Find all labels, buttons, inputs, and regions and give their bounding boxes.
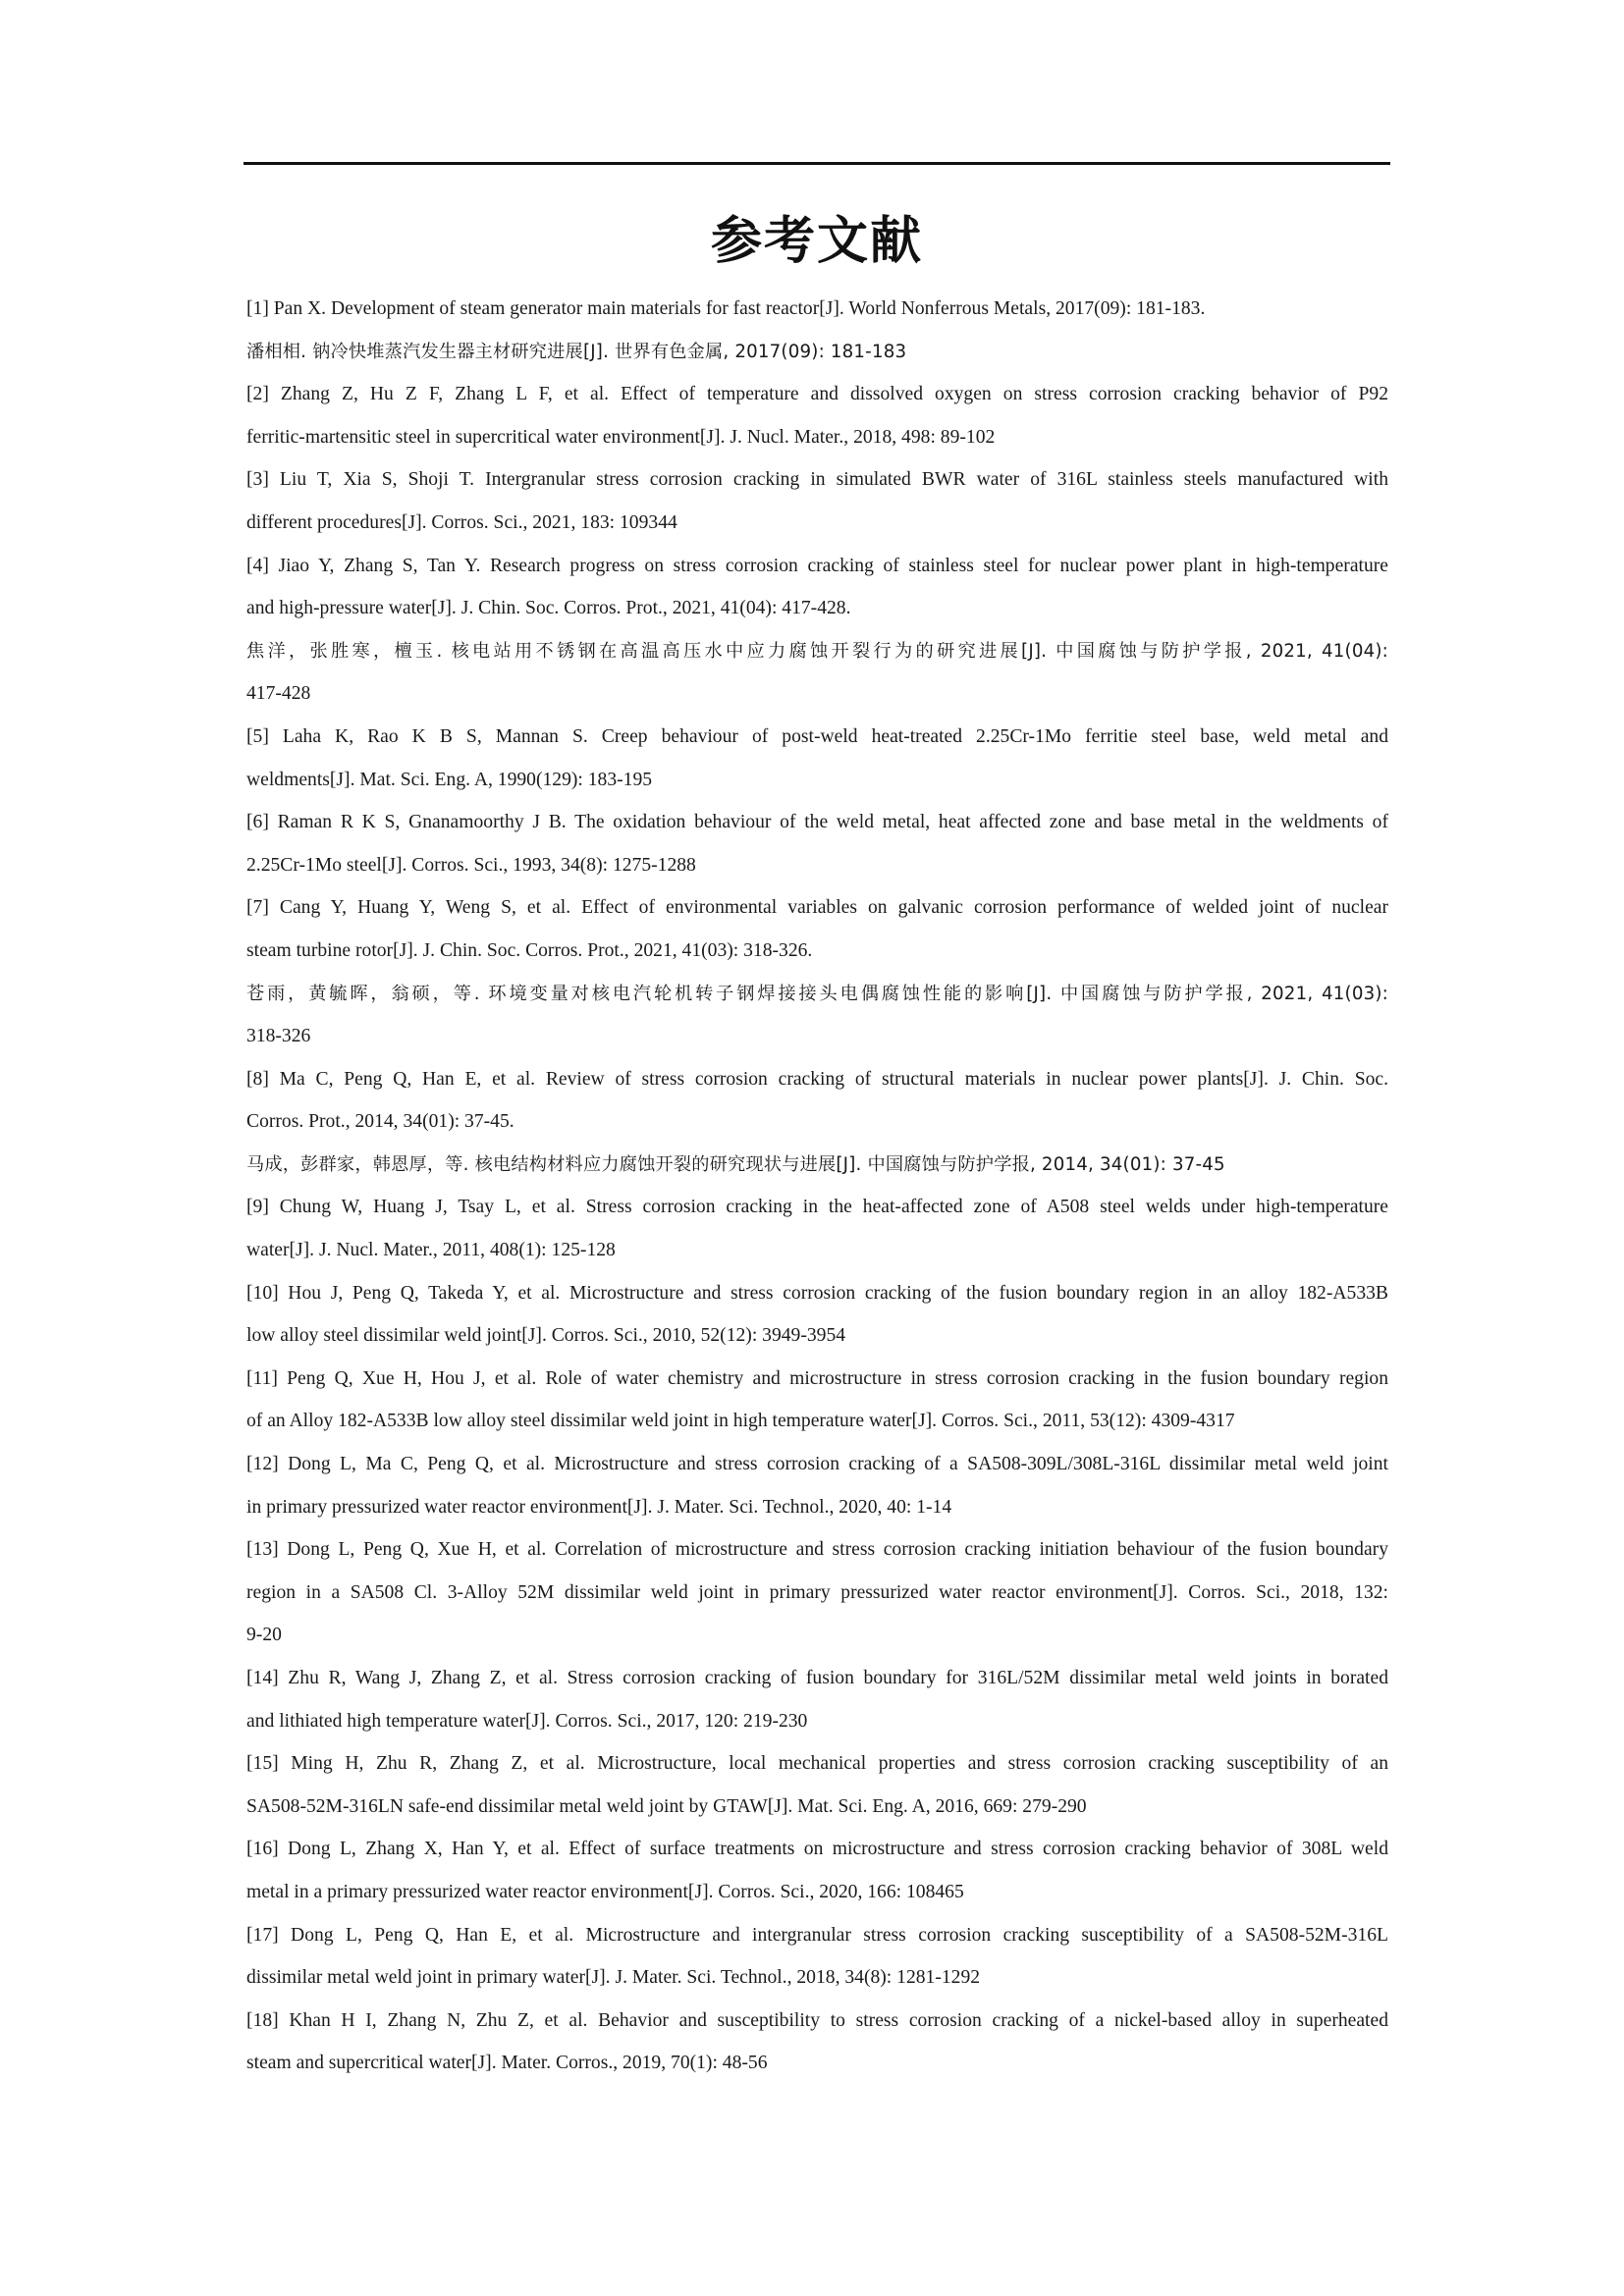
reference-line: [10] Hou J, Peng Q, Takeda Y, et al. Microstructure and stress corrosion cracking of the fusion boundary region in an alloy 182-A533B [246,1282,1388,1304]
header-rule [244,162,1390,165]
reference-line: [2] Zhang Z, Hu Z F, Zhang L F, et al. Effect of temperature and dissolved oxygen on stress corrosion cracking behavior of P92 [246,384,1388,405]
reference-line: [3] Liu T, Xia S, Shoji T. Intergranular stress corrosion cracking in simulated BWR water of 316L stainless steels manufactured with [246,469,1388,491]
reference-line: ferritic-martensitic steel in supercritical water environment[J]. J. Nucl. Mater., 2018, 498: 89-102 [246,426,996,448]
reference-line: [18] Khan H I, Zhang N, Zhu Z, et al. Behavior and susceptibility to stress corrosion cracking of a nickel-based alloy in superheated [246,2009,1388,2031]
reference-line: [11] Peng Q, Xue H, Hou J, et al. Role of water chemistry and microstructure in stress corrosion cracking in the fusion boundary region [246,1367,1388,1389]
reference-line: and lithiated high temperature water[J]. Corros. Sci., 2017, 120: 219-230 [246,1710,808,1732]
reference-line: different procedures[J]. Corros. Sci., 2021, 183: 109344 [246,511,677,533]
reference-line-chinese: 焦洋，张胜寒，檀玉. 核电站用不锈钢在高温高压水中应力腐蚀开裂行为的研究进展[J]. 中国腐蚀与防护学报, 2021, 41(04): [246,640,1388,662]
reference-line: [9] Chung W, Huang J, Tsay L, et al. Stress corrosion cracking in the heat-affected zone of A508 steel welds under high-temperature [246,1197,1388,1218]
reference-line: [15] Ming H, Zhu R, Zhang Z, et al. Microstructure, local mechanical properties and stress corrosion cracking susceptibility of an [246,1753,1388,1775]
reference-line: [12] Dong L, Ma C, Peng Q, et al. Microstructure and stress corrosion cracking of a SA508-309L/308L-316L dissimilar metal weld joint [246,1454,1388,1475]
reference-line: metal in a primary pressurized water reactor environment[J]. Corros. Sci., 2020, 166: 108465 [246,1881,964,1902]
reference-line: steam turbine rotor[J]. J. Chin. Soc. Corros. Prot., 2021, 41(03): 318-326. [246,939,813,961]
reference-line-chinese: 苍雨，黄毓晖，翁硕，等. 环境变量对核电汽轮机转子钢焊接接头电偶腐蚀性能的影响[J]. 中国腐蚀与防护学报, 2021, 41(03): [246,983,1388,1004]
reference-line: [7] Cang Y, Huang Y, Weng S, et al. Effect of environmental variables on galvanic corrosion performance of welded joint of nuclear [246,897,1388,919]
page-title: 参考文献 [710,212,923,271]
reference-line: Corros. Prot., 2014, 34(01): 37-45. [246,1111,514,1133]
reference-line: of an Alloy 182-A533B low alloy steel dissimilar weld joint in high temperature water[J]. Corros. Sci., 2011, 53(12): 4309-4317 [246,1411,1235,1432]
reference-line: region in a SA508 Cl. 3-Alloy 52M dissimilar weld joint in primary pressurized water reactor environment[J]. Corros. Sci., 2018, 132: [246,1581,1388,1603]
reference-line: [14] Zhu R, Wang J, Zhang Z, et al. Stress corrosion cracking of fusion boundary for 316L/52M dissimilar metal weld joints in borated [246,1668,1388,1688]
reference-line: [5] Laha K, Rao K B S, Mannan S. Creep behaviour of post-weld heat-treated 2.25Cr-1Mo ferritie steel base, weld metal and [246,725,1388,747]
reference-line: dissimilar metal weld joint in primary water[J]. J. Mater. Sci. Technol., 2018, 34(8): 1281-1292 [246,1967,981,1989]
reference-line: SA508-52M-316LN safe-end dissimilar metal weld joint by GTAW[J]. Mat. Sci. Eng. A, 2016, 669: 279-290 [246,1795,1087,1817]
reference-line: 417-428 [246,683,311,705]
reference-line: low alloy steel dissimilar weld joint[J]. Corros. Sci., 2010, 52(12): 3949-3954 [246,1325,846,1347]
reference-line: 318-326 [246,1026,311,1047]
reference-list [246,288,1388,2085]
reference-line: [6] Raman R K S, Gnanamoorthy J B. The oxidation behaviour of the weld metal, heat affected zone and base metal in the weldments of [246,812,1388,833]
reference-line-chinese: 马成，彭群家，韩恩厚，等. 核电结构材料应力腐蚀开裂的研究现状与进展[J]. 中国腐蚀与防护学报, 2014, 34(01): 37-45 [246,1153,1225,1175]
reference-line: weldments[J]. Mat. Sci. Eng. A, 1990(129): 183-195 [246,769,653,790]
reference-line: 2.25Cr-1Mo steel[J]. Corros. Sci., 1993, 34(8): 1275-1288 [246,854,696,876]
reference-line: 9-20 [246,1625,282,1646]
reference-line: steam and supercritical water[J]. Mater. Corros., 2019, 70(1): 48-56 [246,2053,768,2074]
reference-line: [1] Pan X. Development of steam generator main materials for fast reactor[J]. World Nonferrous Metals, 2017(09): 181-183. [246,298,1206,319]
reference-line: water[J]. J. Nucl. Mater., 2011, 408(1): 125-128 [246,1240,616,1261]
reference-line: [17] Dong L, Peng Q, Han E, et al. Microstructure and intergranular stress corrosion cracking susceptibility of a SA508-52M-316L [246,1924,1388,1946]
reference-line: [4] Jiao Y, Zhang S, Tan Y. Research progress on stress corrosion cracking of stainless steel for nuclear power plant in high-temperature [246,555,1388,576]
reference-line: [16] Dong L, Zhang X, Han Y, et al. Effect of surface treatments on microstructure and stress corrosion cracking behavior of 308L weld [246,1839,1388,1860]
reference-line: [13] Dong L, Peng Q, Xue H, et al. Correlation of microstructure and stress corrosion cracking initiation behaviour of the fusion boundary [246,1539,1388,1561]
reference-line: and high-pressure water[J]. J. Chin. Soc. Corros. Prot., 2021, 41(04): 417-428. [246,598,851,619]
reference-line-chinese: 潘相相. 钠冷快堆蒸汽发生器主材研究进展[J]. 世界有色金属, 2017(09): 181-183 [246,341,907,362]
reference-line: [8] Ma C, Peng Q, Han E, et al. Review of stress corrosion cracking of structural materials in nuclear power plants[J]. J. Chin. Soc. [246,1068,1388,1090]
reference-line: in primary pressurized water reactor environment[J]. J. Mater. Sci. Technol., 2020, 40: 1-14 [246,1496,952,1518]
